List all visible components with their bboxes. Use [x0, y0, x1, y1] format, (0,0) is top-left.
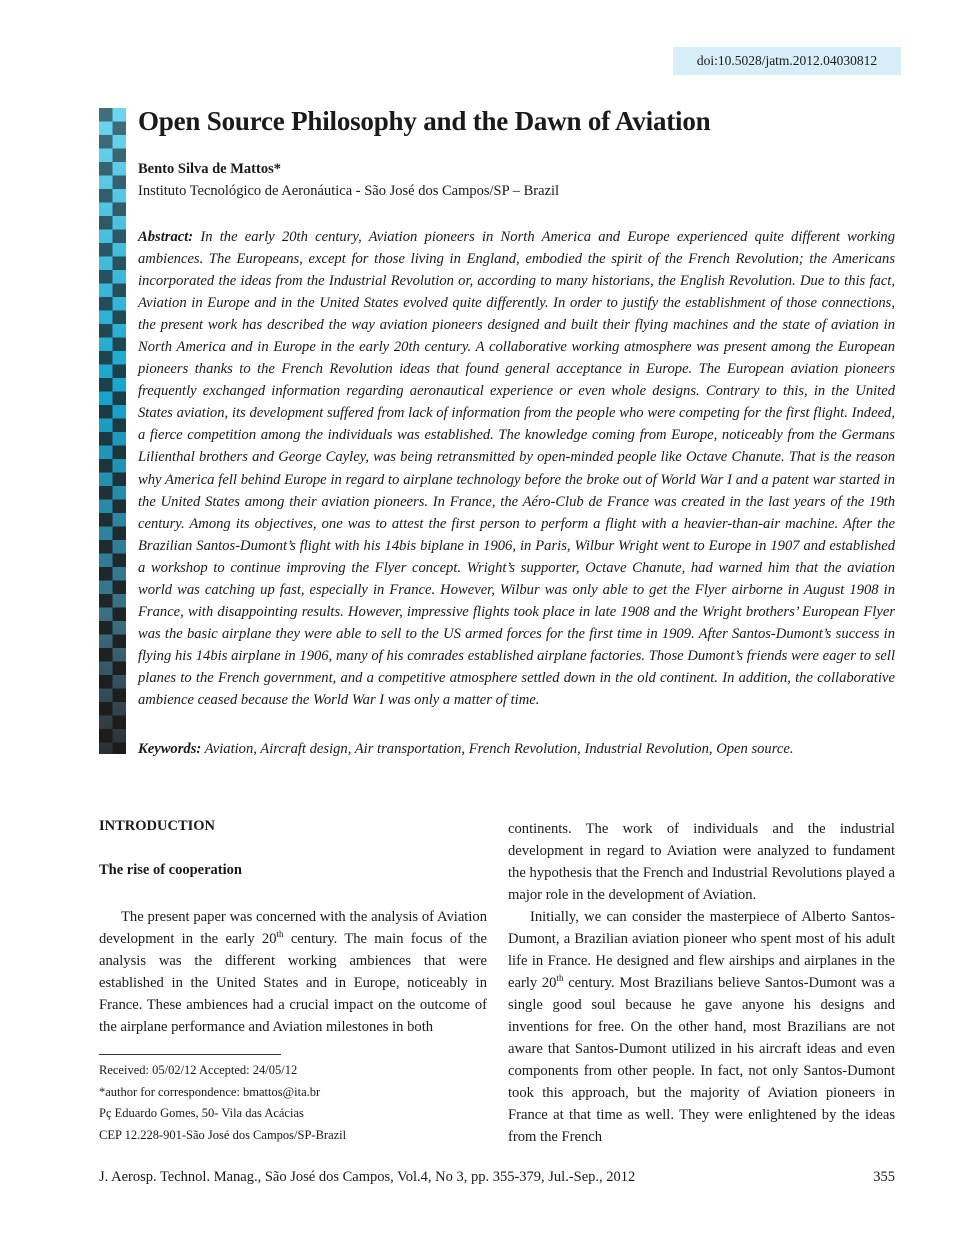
stripe-check: [99, 702, 113, 716]
footnote-received: Received: 05/02/12 Accepted: 24/05/12: [99, 1063, 298, 1077]
stripe-check: [113, 527, 127, 541]
stripe-check: [99, 378, 113, 392]
stripe-check: [99, 324, 113, 338]
stripe-check: [113, 473, 127, 487]
stripe-check: [113, 365, 127, 379]
stripe-check: [113, 311, 127, 325]
journal-citation: J. Aerosp. Technol. Manag., São José dos Campos, Vol.4, No 3, pp. 355-379, Jul.-Sep., 2012: [99, 1169, 636, 1185]
section-heading-introduction: INTRODUCTION: [99, 818, 216, 834]
stripe-check: [99, 135, 113, 149]
stripe-check: [99, 621, 113, 635]
right-column-body: [508, 818, 895, 1148]
paper-title: Open Source Philosophy and the Dawn of Aviation: [138, 106, 711, 136]
stripe-check: [99, 108, 113, 122]
subsection-heading: The rise of cooperation: [99, 862, 242, 878]
stripe-check: [113, 689, 127, 703]
page-footer: [99, 1169, 895, 1186]
keywords: [138, 738, 895, 760]
keywords-label: Keywords:: [138, 741, 202, 757]
stripe-check: [99, 540, 113, 554]
stripe-check: [113, 392, 127, 406]
footnote-postal-code: CEP 12.228-901-São José dos Campos/SP-Brazil: [99, 1127, 347, 1142]
abstract: [138, 226, 895, 711]
stripe-check: [99, 486, 113, 500]
abstract-label: Abstract:: [138, 229, 194, 245]
stripe-check: [113, 230, 127, 244]
decorative-checker-stripe: [99, 108, 126, 754]
stripe-check: [113, 581, 127, 595]
stripe-check: [113, 554, 127, 568]
stripe-check: [99, 243, 113, 257]
stripe-check: [113, 446, 127, 460]
footnote-address: Pç Eduardo Gomes, 50- Vila das Acácias: [99, 1106, 304, 1120]
stripe-check: [99, 405, 113, 419]
stripe-check: [113, 419, 127, 433]
stripe-check: [99, 648, 113, 662]
stripe-check: [99, 729, 113, 743]
author-affiliation: Instituto Tecnológico de Aeronáutica - São José dos Campos/SP – Brazil: [138, 183, 560, 199]
stripe-check: [99, 432, 113, 446]
stripe-check: [99, 567, 113, 581]
stripe-check: [113, 338, 127, 352]
stripe-check: [113, 122, 127, 136]
stripe-check: [113, 149, 127, 163]
stripe-check: [99, 594, 113, 608]
footnote-divider: [99, 1054, 281, 1055]
stripe-check: [99, 297, 113, 311]
stripe-check: [113, 743, 127, 755]
paragraph: continents. The work of individuals and the industrial development in regard to Aviation were analyzed to fundament the hypothesis that the French and Industrial Revolutions played a major role in the development of Aviation.: [508, 821, 895, 903]
abstract-text: In the early 20th century, Aviation pioneers in North America and Europe experienced quite different working ambiences. The Europeans, except for those living in England, embodied the spirit of the French Revolution; the Americans incorporated the ideas from the Industrial Revolution or, according to many historians, the English Revolution. Due to this fact, Aviation in Europe and in the United States evolved quite differently. In order to justify the establishment of those connections, the present work has described the way aviation pioneers designed and built their flying machines and the state of aviation in North America and in Europe in the early 20th century. A collaborative working atmosphere was present among the European pioneers thanks to the French Revolution ideas that found general acceptance in Europe. The European aviation pioneers frequently exchanged information regarding aeronautical experience or even whole designs. Contrary to this, in the United States aviation, its development suffered from lack of information from the people who were competing for the first flight. Indeed, a fierce competition among the individuals was established. The knowledge coming from Europe, noticeably from the Germans Lilienthal brothers and George Cayley, was being retransmitted by open-minded people like Octave Chanute. That is the reason why America fell behind Europe in regard to airplane technology before the broke out of World War I and a patent war started in the United States among their aviation pioneers. In France, the Aéro-Club de France was created in the last years of the 19th century. Among its objectives, one was to attest the first person to perform a flight with a heavier-than-air machine. After the Brazilian Santos-Dumont’s flight with his 14bis biplane in 1906, in Paris, Wilbur Wright went to Europe in 1907 and established a workshop to continue improving the Flyer concept. Wright’s supporter, Octave Chanute, had warned him that the aviation world was catching up fast, especially in France. However, Wilbur was only able to get the Flyer airborne in August 1908 in France, with disappointing results. However, impressive flights took place in late 1908 and the Wright brothers’ European Flyer was the basic airplane they were able to sell to the US armed forces for the first time in 1909. After Santos-Dumont’s success in flying his 14bis airplane in 1906, many of his comrades established airplane factories. Those Dumont’s friends were eager to sell planes to the French government, and a competitive atmosphere settled down in the old continent. In addition, the collaborative ambience ceased because the World War I was only a matter of time.: [138, 229, 895, 708]
paragraph: The present paper was concerned with the analysis of Aviation development in the early 20th century. The main focus of the analysis was the different working ambiences that were established in the United States and in Europe, noticeably in France. These ambiences had a crucial impact on the outcome of the airplane performance and Aviation milestones in both: [99, 909, 487, 1035]
doi-badge[interactable]: doi:10.5028/jatm.2012.04030812: [673, 47, 901, 75]
left-column-body: [99, 906, 487, 1038]
stripe-check: [99, 513, 113, 527]
stripe-check: [113, 500, 127, 514]
page-number: 355: [873, 1169, 895, 1185]
stripe-check: [99, 270, 113, 284]
keywords-text: Aviation, Aircraft design, Air transportation, French Revolution, Industrial Revolution, Open source.: [201, 741, 794, 757]
footnote-correspondence[interactable]: *author for correspondence: bmattos@ita.br: [99, 1084, 321, 1099]
stripe-check: [113, 716, 127, 730]
stripe-check: [113, 203, 127, 217]
stripe-check: [113, 635, 127, 649]
stripe-check: [113, 608, 127, 622]
author-name: Bento Silva de Mattos*: [138, 161, 281, 177]
stripe-check: [113, 257, 127, 271]
stripe-check: [99, 351, 113, 365]
stripe-check: [113, 284, 127, 298]
stripe-check: [113, 662, 127, 676]
stripe-check: [99, 216, 113, 230]
stripe-check: [99, 459, 113, 473]
stripe-check: [99, 189, 113, 203]
stripe-check: [99, 675, 113, 689]
stripe-check: [99, 162, 113, 176]
footnotes: [99, 1060, 346, 1146]
paragraph: Initially, we can consider the masterpiece of Alberto Santos-Dumont, a Brazilian aviation pioneer who spent most of his adult life in France. He designed and flew airships and airplanes in the early 20th century. Most Brazilians believe Santos-Dumont was a single good soul because he gave anyone his designs and inventions for free. On the other hand, most Brazilians are not aware that Santos-Dumont utilized in his aircraft ideas and even components from other people. In fact, not only Santos-Dumont took this approach, but the majority of Aviation pioneers in France at that time as well. They were enlightened by the ideas from the French: [508, 909, 895, 1145]
stripe-check: [113, 176, 127, 190]
